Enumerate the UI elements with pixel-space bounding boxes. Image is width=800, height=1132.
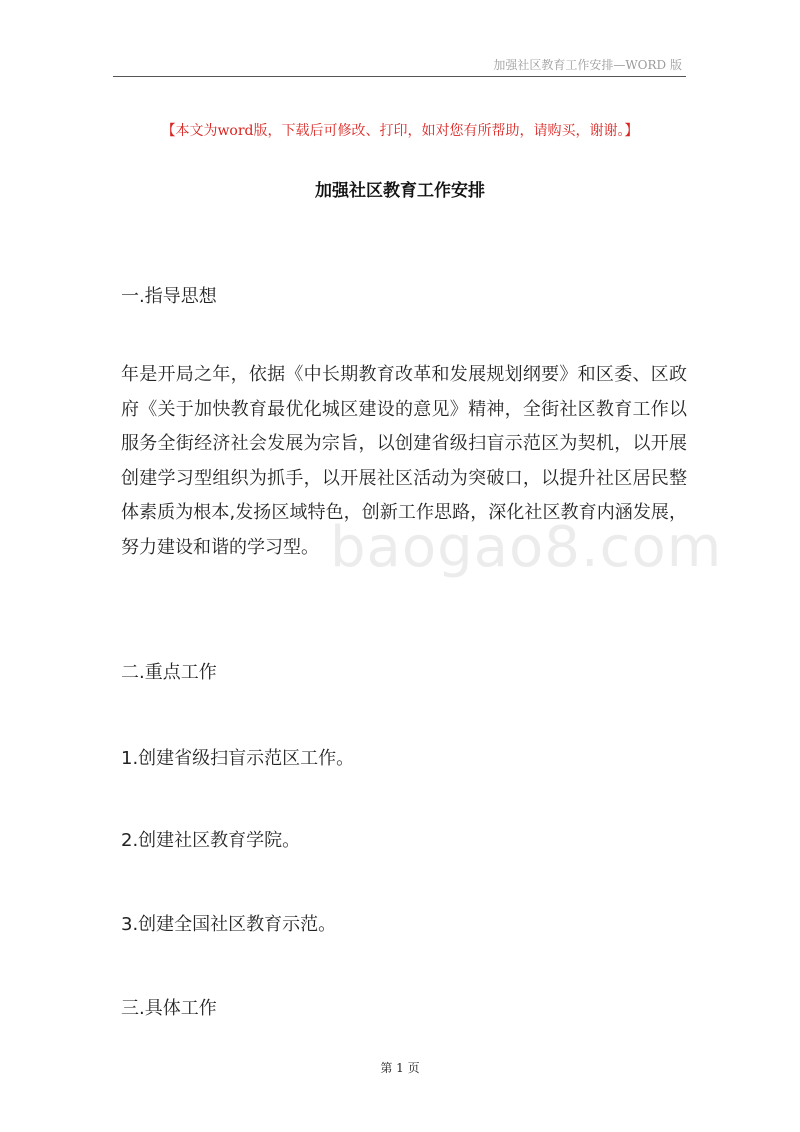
document-title: 加强社区教育工作安排 <box>315 181 485 201</box>
watermark: baogao8.com <box>330 515 723 580</box>
purchase-notice: 【本文为word版，下载后可修改、打印，如对您有所帮助，请购买，谢谢。】 <box>161 123 639 139</box>
section-heading-specific-work: 三.具体工作 <box>121 998 217 1019</box>
running-header: 加强社区教育工作安排—WORD 版 <box>493 58 682 72</box>
section-heading-guiding-ideology: 一.指导思想 <box>121 286 217 307</box>
page-number: 第 1 页 <box>380 1061 420 1075</box>
section-heading-key-work: 二.重点工作 <box>121 662 217 683</box>
section-paragraph-guiding-ideology: 年是开局之年，依据《中长期教育改革和发展规划纲要》和区委、区政府《关于加快教育最优化城区建设的意见》精神，全街社区教育工作以服务全街经济社会发展为宗旨，以创建省级扫盲示范区为契机，以开展创建学习型组织为抓手，以开展社区活动为突破口，以提升社区居民整体素质为根本,发扬区域特色，创新工作思路，深化社区教育内涵发展，努力建设和谐的学习型。 <box>121 364 687 558</box>
list-item-3: 3.创建全国社区教育示范。 <box>121 914 337 935</box>
list-item-1: 1.创建省级扫盲示范区工作。 <box>121 748 355 769</box>
header-divider <box>113 76 686 77</box>
list-item-2: 2.创建社区教育学院。 <box>121 830 301 851</box>
